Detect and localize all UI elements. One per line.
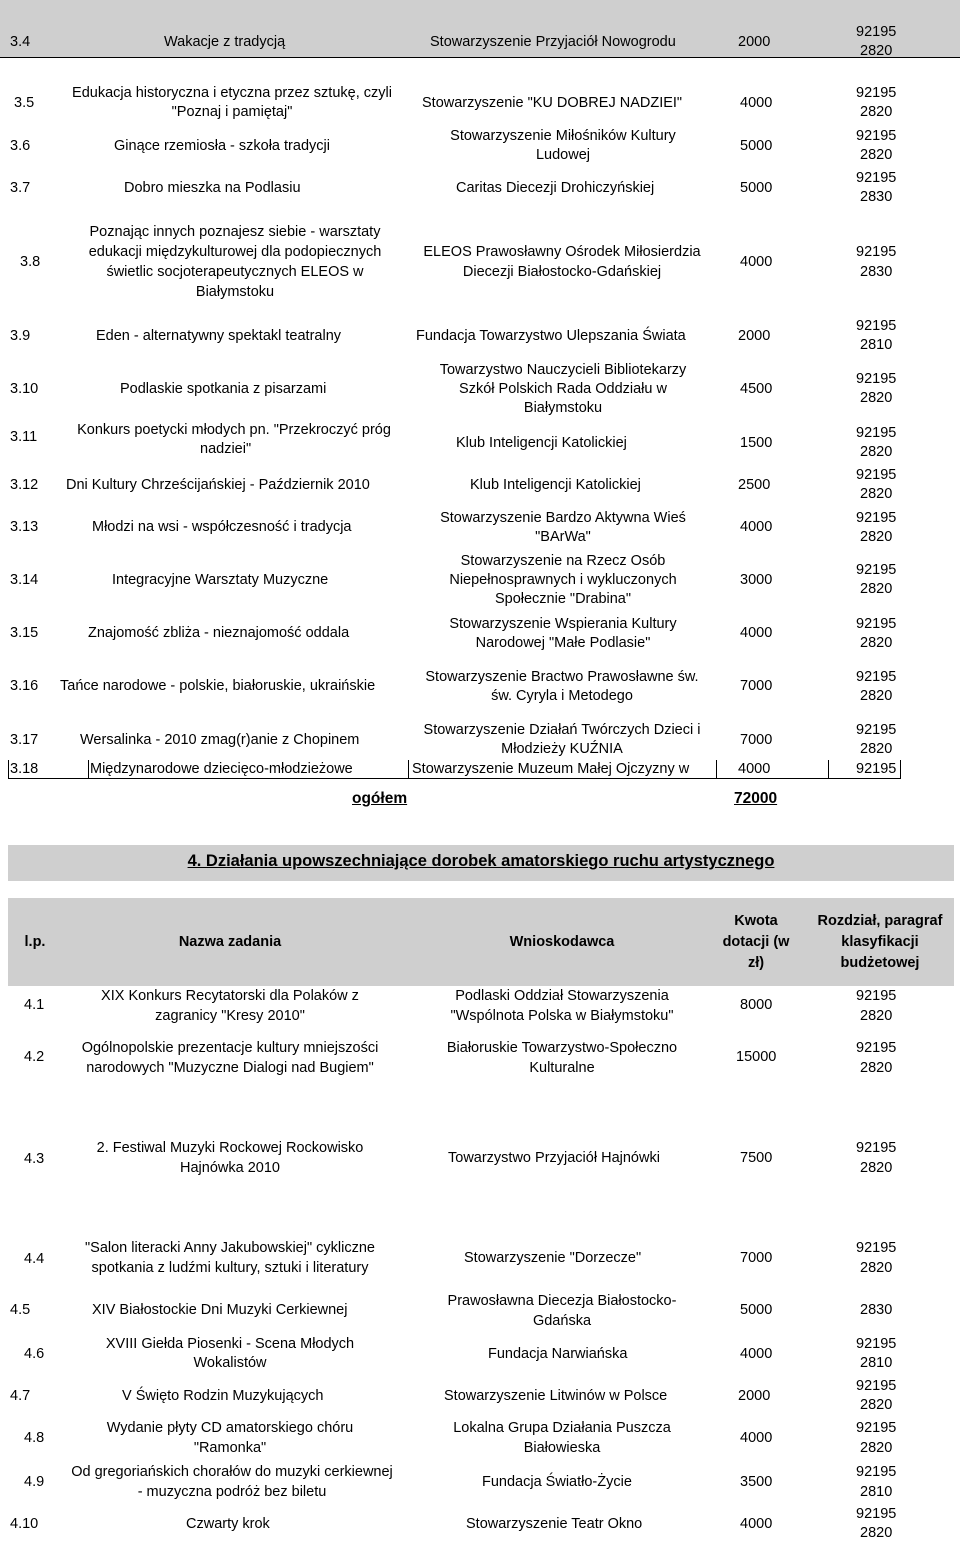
task-name: zagranicy "Kresy 2010" [155,1008,305,1024]
classification-chapter: 92195 [856,244,897,260]
classification-paragraph: 2810 [860,1355,893,1371]
row-number: 3.7 [10,180,31,196]
classification-chapter: 92195 [856,467,897,483]
applicant: Towarzystwo Przyjaciół Hajnówki [448,1150,660,1166]
classification-paragraph: 2820 [860,1160,893,1176]
classification-chapter: 92195 [856,1040,897,1056]
applicant: Narodowej "Małe Podlasie" [475,635,651,651]
classification-chapter: 92195 [856,128,897,144]
task-name: Poznając innych poznajesz siebie - warsztaty [89,224,381,240]
classification-chapter: 92195 [856,425,897,441]
row-number: 3.6 [10,138,31,154]
rule [716,760,717,779]
task-name: Ogólnopolskie prezentacje kultury mniejszości [81,1040,379,1056]
row-number: 4.9 [24,1474,45,1490]
task-name: 2. Festiwal Muzyki Rockowej Rockowisko [96,1140,364,1156]
applicant: Stowarzyszenie Miłośników Kultury [450,128,676,144]
classification-chapter: 92195 [856,616,897,632]
task-name: "Ramonka" [193,1440,267,1456]
amount: 1500 [740,435,773,451]
classification-paragraph: 2820 [860,147,893,163]
row-number: 4.7 [10,1388,31,1404]
applicant: Stowarzyszenie Muzeum Małej Ojczyzny w [412,761,690,777]
task-name: spotkania z ludźmi kultury, sztuki i literatury [91,1260,369,1276]
rule [88,760,89,779]
applicant: Stowarzyszenie Bractwo Prawosławne św. [425,669,699,685]
task-name: Wakacje z tradycją [164,34,286,50]
applicant: Stowarzyszenie Teatr Okno [466,1516,643,1532]
applicant: "Wspólnota Polska w Białymstoku" [450,1008,674,1024]
applicant: Stowarzyszenie Bardzo Aktywna Wieś [440,510,686,526]
amount: 3000 [740,572,773,588]
classification-chapter: 92195 [856,24,897,40]
amount: 7000 [740,732,773,748]
applicant: Towarzystwo Nauczycieli Bibliotekarzy [439,362,687,378]
row-number: 3.11 [10,429,38,445]
row-number: 3.16 [10,678,39,694]
amount: 4000 [740,95,773,111]
classification-paragraph: 2820 [860,1008,893,1024]
applicant: Fundacja Światło-Życie [482,1474,632,1490]
classification-chapter: 92195 [856,669,897,685]
classification-chapter: 92195 [856,1464,897,1480]
amount: 15000 [736,1049,777,1065]
applicant: Szkół Polskich Rada Oddziału w [459,381,667,397]
task-name: nadziei" [200,441,252,457]
task-name: Czwarty krok [186,1516,270,1532]
row-number: 4.5 [10,1302,31,1318]
classification-chapter: 92195 [856,1420,897,1436]
row-number: 4.8 [24,1430,45,1446]
classification-chapter: 92195 [856,1240,897,1256]
amount: 4000 [740,254,773,270]
amount: 2500 [738,477,771,493]
amount: 4000 [740,1346,773,1362]
classification-paragraph: 2810 [860,1484,893,1500]
task-name: XIV Białostockie Dni Muzyki Cerkiewnej [92,1302,348,1318]
row-number: 3.10 [10,381,39,397]
header-lp: l.p. [24,934,46,950]
classification-chapter: 92195 [856,1506,897,1522]
applicant: Prawosławna Diecezja Białostocko- [447,1293,677,1309]
rule [408,760,409,779]
task-name: Edukacja historyczna i etyczna przez sztukę, czyli [72,85,392,101]
classification-paragraph: 2830 [860,264,893,280]
applicant: Stowarzyszenie Wspierania Kultury [449,616,677,632]
amount: 2000 [738,1388,771,1404]
header-classification: budżetowej [840,955,920,971]
task-name: Dni Kultury Chrześcijańskiej - Październik 2010 [66,477,370,493]
applicant: Stowarzyszenie Działań Twórczych Dzieci i [423,722,701,738]
row-number: 3.8 [20,254,41,270]
classification-paragraph: 2820 [860,486,893,502]
row-number: 3.18 [10,761,39,777]
applicant: Klub Inteligencji Katolickiej [470,477,641,493]
task-name: Integracyjne Warsztaty Muzyczne [112,572,329,588]
rule [0,57,960,58]
applicant: Stowarzyszenie Litwinów w Polsce [444,1388,668,1404]
rule [900,760,901,779]
applicant: Białoruskie Towarzystwo-Społeczno [446,1040,678,1056]
amount: 3500 [740,1474,773,1490]
classification-paragraph: 2820 [860,444,893,460]
applicant: Ludowej [535,147,590,163]
rule [828,760,829,779]
task-name: Dobro mieszka na Podlasiu [124,180,301,196]
classification-chapter: 92195 [856,722,897,738]
amount: 2000 [738,34,771,50]
classification-paragraph: 2820 [860,635,893,651]
classification-paragraph: 2820 [860,104,893,120]
applicant: Caritas Diecezji Drohiczyńskiej [456,180,655,196]
classification-chapter: 92195 [856,510,897,526]
task-name: Podlaskie spotkania z pisarzami [120,381,327,397]
classification-paragraph: 2820 [860,741,893,757]
row-number: 3.13 [10,519,39,535]
task-name: świetlic socjoterapeutycznych ELEOS w [106,264,364,280]
amount: 4000 [740,625,773,641]
task-name: - muzyczna podróż bez biletu [137,1484,327,1500]
applicant: Lokalna Grupa Działania Puszcza [453,1420,671,1436]
task-name: XVIII Giełda Piosenki - Scena Młodych [105,1336,355,1352]
classification-paragraph: 2810 [860,337,893,353]
task-name: Ginące rzemiosła - szkoła tradycji [114,138,330,154]
task-name: edukacji międzykulturowej dla podopiecznych [88,244,382,260]
amount: 5000 [740,138,773,154]
applicant: Fundacja Towarzystwo Ulepszania Świata [416,328,686,344]
amount: 4000 [740,519,773,535]
amount: 8000 [740,997,773,1013]
applicant: Stowarzyszenie na Rzecz Osób [460,553,666,569]
task-name: Od gregoriańskich chorałów do muzyki cerkiewnej [71,1464,393,1480]
classification-paragraph: 2820 [860,581,893,597]
applicant: Gdańska [532,1313,592,1329]
classification-chapter: 92195 [856,1140,897,1156]
row-number: 4.2 [24,1049,45,1065]
classification-paragraph: 2820 [860,529,893,545]
row-number: 3.15 [10,625,39,641]
row-number: 4.4 [24,1251,45,1267]
classification-chapter: 92195 [856,761,897,777]
header-amount: Kwota [734,913,778,929]
task-name: Hajnówka 2010 [180,1160,280,1176]
classification-paragraph: 2820 [860,1397,893,1413]
applicant: Podlaski Oddział Stowarzyszenia [455,988,669,1004]
section-4-title: 4. Działania upowszechniające dorobek amatorskiego ruchu artystycznego [187,852,775,870]
total-label: ogółem [352,790,408,807]
amount: 5000 [740,180,773,196]
task-name: "Salon literacki Anny Jakubowskiej" cykliczne [85,1240,375,1256]
classification-chapter: 92195 [856,318,897,334]
classification-chapter: 92195 [856,988,897,1004]
classification-paragraph: 2820 [860,390,893,406]
task-name: Białymstoku [195,284,275,300]
classification-chapter: 92195 [856,562,897,578]
classification-paragraph: 2830 [860,189,893,205]
header-applicant: Wnioskodawca [509,934,615,950]
classification-paragraph: 2830 [860,1302,893,1318]
amount: 7000 [740,678,773,694]
row-number: 3.12 [10,477,39,493]
classification-paragraph: 2820 [860,1060,893,1076]
amount: 4000 [740,1430,773,1446]
row-number: 3.4 [10,34,31,50]
header-amount: zł) [747,955,765,971]
classification-chapter: 92195 [856,1378,897,1394]
header-classification: Rozdział, paragraf [817,913,943,929]
applicant: Białymstoku [523,400,603,416]
amount: 4500 [740,381,773,397]
row-number: 3.5 [14,95,35,111]
task-name: Wersalinka - 2010 zmag(r)anie z Chopinem [80,732,360,748]
task-name: Wokalistów [193,1355,267,1371]
task-name: narodowych "Muzyczne Dialogi nad Bugiem" [86,1060,374,1076]
applicant: Niepełnosprawnych i wykluczonych [449,572,677,588]
classification-paragraph: 2820 [860,1260,893,1276]
classification-paragraph: 2820 [860,43,893,59]
task-name: V Święto Rodzin Muzykujących [122,1388,324,1404]
classification-paragraph: 2820 [860,1440,893,1456]
row-number: 4.6 [24,1346,45,1362]
applicant: Diecezji Białostocko-Gdańskiej [462,264,662,280]
applicant: Stowarzyszenie Przyjaciół Nowogrodu [430,34,676,50]
classification-chapter: 92195 [856,1336,897,1352]
applicant: Stowarzyszenie "KU DOBREJ NADZIEI" [422,95,683,111]
classification-paragraph: 2820 [860,1525,893,1541]
applicant: "BArWa" [535,529,591,545]
applicant: ELEOS Prawosławny Ośrodek Miłosierdzia [423,244,701,260]
task-name: Konkurs poetycki młodych pn. "Przekroczyć próg [77,422,391,438]
task-name: Międzynarodowe dziecięco-młodzieżowe [90,761,353,777]
row-number: 3.14 [10,572,39,588]
applicant: Społecznie "Drabina" [494,591,632,607]
amount: 7000 [740,1250,773,1266]
amount: 4000 [740,1516,773,1532]
row-number: 4.1 [24,997,45,1013]
amount: 7500 [740,1150,773,1166]
applicant: św. Cyryla i Metodego [491,688,633,704]
amount: 2000 [738,328,771,344]
task-name: Znajomość zbliża - nieznajomość oddala [88,625,350,641]
total-value: 72000 [734,790,778,807]
applicant: Młodzieży KUŹNIA [501,741,623,757]
applicant: Stowarzyszenie "Dorzecze" [464,1250,642,1266]
row-number: 3.17 [10,732,39,748]
header-classification: klasyfikacji [841,934,919,950]
amount: 5000 [740,1302,773,1318]
task-name: "Poznaj i pamiętaj" [171,104,293,120]
task-name: Młodzi na wsi - współczesność i tradycja [92,519,352,535]
classification-chapter: 92195 [856,170,897,186]
task-name: Wydanie płyty CD amatorskiego chóru [106,1420,354,1436]
header-task-name: Nazwa zadania [178,934,282,950]
classification-chapter: 92195 [856,85,897,101]
classification-chapter: 92195 [856,371,897,387]
task-name: Eden - alternatywny spektakl teatralny [96,328,342,344]
applicant: Kulturalne [529,1060,595,1076]
task-name: Tańce narodowe - polskie, białoruskie, ukraińskie [60,678,376,694]
applicant: Białowieska [523,1440,601,1456]
applicant: Fundacja Narwiańska [488,1346,628,1362]
row-number: 4.10 [10,1516,39,1532]
task-name: XIX Konkurs Recytatorski dla Polaków z [101,988,359,1004]
row-number: 3.9 [10,328,31,344]
classification-paragraph: 2820 [860,688,893,704]
row-number: 4.3 [24,1151,45,1167]
amount: 4000 [738,761,771,777]
header-amount: dotacji (w [722,934,790,950]
applicant: Klub Inteligencji Katolickiej [456,435,627,451]
rule [8,760,9,779]
